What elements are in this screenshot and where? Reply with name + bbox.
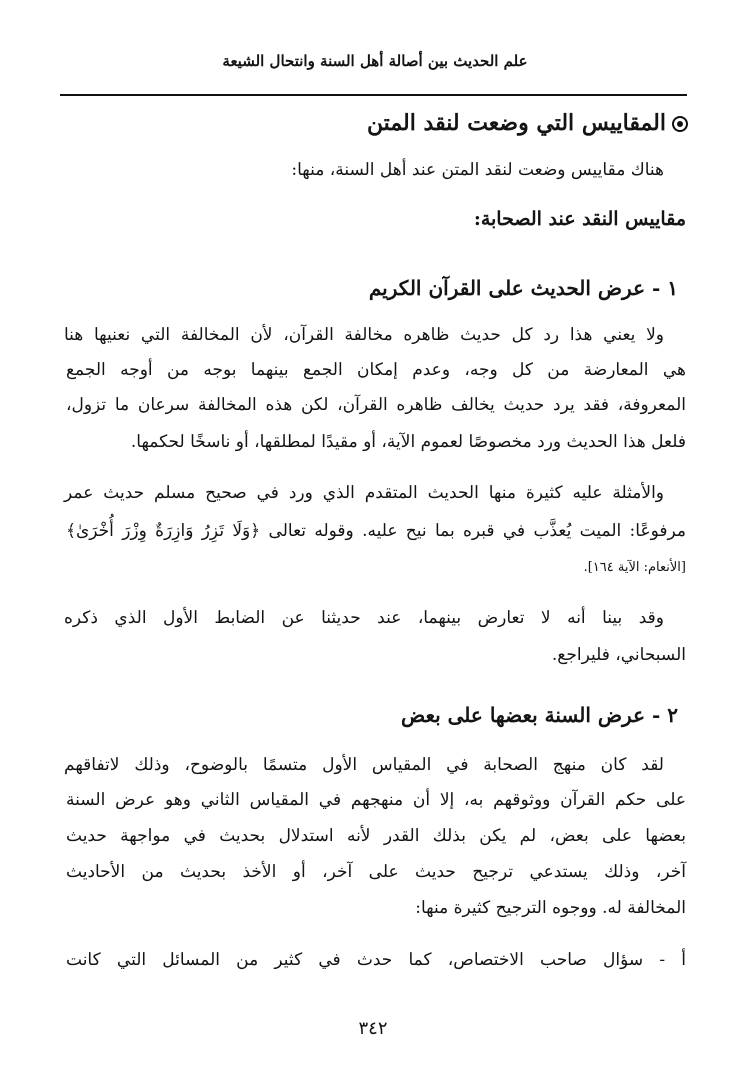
point-1-para1-line2: هي المعارضة من كل وجه، وعدم إمكان الجمع بينهما بوجه من أوجه الجمع: [66, 360, 686, 380]
point-1-para1-line3: المعروفة، فقد يرد حديث يخالف ظاهره القرآن، لكن هذه المخالفة سرعان ما تزول،: [66, 395, 686, 415]
point-1-para2-line2: مرفوعًا: الميت يُعذَّب في قبره بما نيح عليه. وقوله تعالى ﴿وَلَا تَزِرُ وَازِرَةٌ وِزْرَ أُخْرَىٰ﴾: [66, 521, 686, 541]
point-2-para1-line1: لقد كان منهج الصحابة في المقياس الأول متسمًا بالوضوح، وذلك لاتفاقهم: [64, 755, 664, 775]
subheading: مقاييس النقد عند الصحابة:: [473, 208, 686, 230]
section-title: [48, 110, 688, 136]
point-2-para1-line4: آخر، وذلك يستدعي ترجيح حديث على آخر، أو الأخذ بحديث من الأحاديث: [66, 862, 686, 882]
point-1-para2-line1: والأمثلة عليه كثيرة منها الحديث المتقدم الذي ورد في صحيح مسلم حديث عمر: [64, 483, 664, 503]
running-header: علم الحديث بين أصالة أهل السنة وانتحال الشيعة: [222, 52, 528, 70]
header-divider: [60, 94, 687, 96]
point-1-para3-line1: وقد بينا أنه لا تعارض بينهما، عند حديثنا عن الضابط الأول الذي ذكره: [64, 608, 664, 628]
section-title-text: المقاييس التي وضعت لنقد المتن: [366, 110, 666, 136]
point-2-item-a: أ - سؤال صاحب الاختصاص، كما حدث في كثير من المسائل التي كانت: [66, 950, 686, 970]
point-1-citation: [الأنعام: الآية ١٦٤].: [583, 560, 686, 575]
point-1-para1-line1: ولا يعني هذا رد كل حديث ظاهره مخالفة القرآن، لأن المخالفة التي نعنيها هنا: [64, 325, 664, 345]
point-2-para1-line3: بعضها على بعض، لم يكن بذلك القدر لأنه استدلال بحديث في مواجهة حديث: [66, 826, 686, 846]
point-2-title: ٢ - عرض السنة بعضها على بعض: [400, 703, 678, 727]
point-2-para1-line5: المخالفة له. ووجوه الترجيح كثيرة منها:: [415, 898, 686, 918]
point-1-para1-line4: فلعل هذا الحديث ورد مخصوصًا لعموم الآية، أو مقيدًا لمطلقها، أو ناسخًا لحكمها.: [130, 432, 686, 452]
point-1-title: ١ - عرض الحديث على القرآن الكريم: [368, 276, 678, 300]
point-1-para3-line2: السبحاني، فليراجع.: [551, 645, 686, 665]
target-icon: [672, 116, 688, 132]
intro-text: هناك مقاييس وضعت لنقد المتن عند أهل السنة، منها:: [291, 160, 664, 180]
page-number: ٣٤٢: [358, 1018, 388, 1039]
point-2-para1-line2: على حكم القرآن ووثوقهم به، إلا أن منهجهم في المقياس الثاني وهو عرض السنة: [66, 790, 686, 810]
